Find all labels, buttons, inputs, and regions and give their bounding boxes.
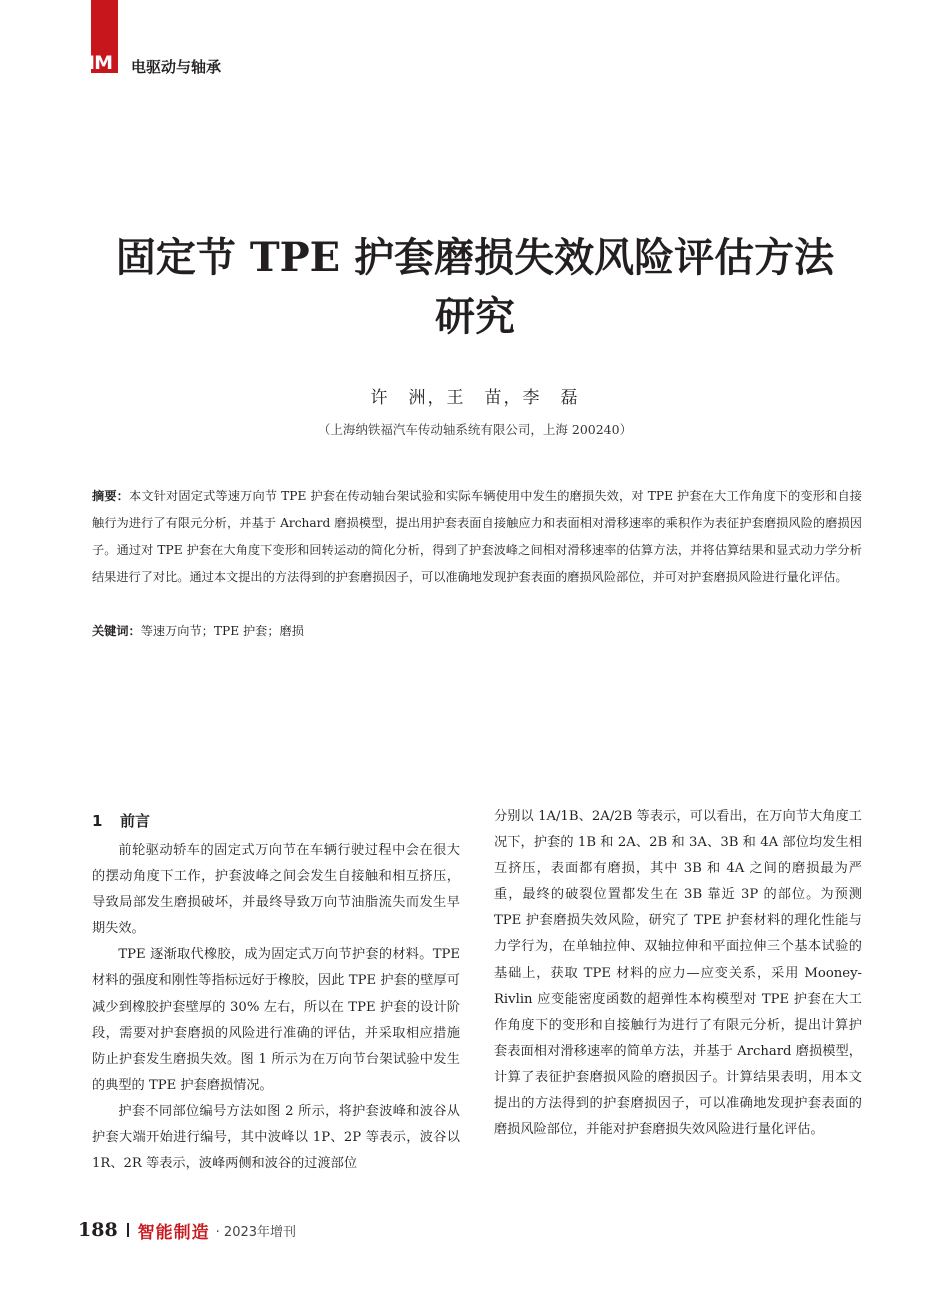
- right-column: [494, 804, 862, 1143]
- authors: 许 洲，王 苗，李 磊: [370, 388, 580, 408]
- keywords-text: 等速万向节；TPE 护套；磨损: [140, 624, 304, 638]
- section-number: 1: [92, 812, 103, 830]
- paragraph: TPE 逐渐取代橡胶，成为固定式万向节护套的材料。TPE 材料的强度和刚性等指标远好于橡胶，因此 TPE 护套的壁厚可减少到橡胶护套壁厚的 30% 左右，所以在 TPE 护套的设计阶段，需要对护套磨损的风险进行准确的评估，并采取相应措施防止护套发生磨损失效。图 1 所示为在万向节台架试验中发生的典型的 TPE 护套磨损情况。: [92, 947, 460, 1093]
- paragraph: 护套不同部位编号方法如图 2 所示，将护套波峰和波谷从护套大端开始进行编号，其中波峰以 1P、2P 等表示，波谷以 1R、2R 等表示，波峰两侧和波谷的过渡部位: [92, 1103, 460, 1172]
- journal-logo: IM: [88, 52, 112, 74]
- abstract: [92, 483, 862, 591]
- paragraph: 前轮驱动轿车的固定式万向节在车辆行驶过程中会在很大的摆动角度下工作，护套波峰之间会发生自接触和相互挤压，导致局部发生磨损破坏，并最终导致万向节油脂流失而发生早期失效。: [92, 843, 460, 937]
- affiliation: （上海纳铁福汽车传动轴系统有限公司，上海 200240）: [317, 422, 633, 437]
- journal-issue: · 2023年增刊: [215, 1224, 297, 1240]
- page-footer: [78, 1218, 296, 1242]
- abstract-label: 摘要：: [92, 489, 130, 503]
- keywords: [92, 618, 862, 645]
- paragraph: 分别以 1A/1B、2A/2B 等表示，可以看出，在万向节大角度工况下，护套的 1B 和 2A、2B 和 3A、3B 和 4A 部位均发生相互挤压，表面都有磨损，其中 3B 和 4A 之间的磨损最为严重，最终的破裂位置都发生在 3B 靠近 3P 的部位。为预测 TPE 护套磨损失效风险，研究了 TPE 护套材料的理化性能与力学行为，在单轴拉伸、双轴拉伸和平面拉伸三个基本试验的基础上，获取 TPE 材料的应力—应变关系，采用 Mooney-Rivlin 应变能密度函数的超弹性本构模型对 TPE 护套在大工作角度下的变形和自接触行为进行了有限元分析，提出计算护套表面相对滑移速率的简单方法，并基于 Archard 磨损模型，计算了表征护套磨损风险的磨损因子。计算结果表明，用本文提出的方法得到的护套磨损因子，可以准确地发现护套表面的磨损风险部位，并能对护套磨损失效风险进行量化评估。: [494, 809, 862, 1138]
- footer-divider: [127, 1223, 129, 1237]
- section-label: 电驱动与轴承: [131, 58, 222, 76]
- keywords-label: 关键词：: [92, 624, 141, 638]
- paper-title-line-2: 研究: [435, 293, 515, 340]
- section-heading: [92, 804, 460, 838]
- abstract-text: 本文针对固定式等速万向节 TPE 护套在传动轴台架试验和实际车辆使用中发生的磨损失效，对 TPE 护套在大工作角度下的变形和自接触行为进行了有限元分析，并基于 Archard 磨损模型，提出用护套表面自接触应力和表面相对滑移速率的乘积作为表征护套磨损风险的磨损因子。通过对 TPE 护套在大角度下变形和回转运动的简化分析，得到了护套波峰之间相对滑移速率的估算方法，并将估算结果和显式动力学分析结果进行了对比。通过本文提出的方法得到的护套磨损因子，可以准确地发现护套表面的磨损风险部位，并可对护套磨损风险进行量化评估。: [92, 489, 862, 584]
- journal-name: 智能制造: [137, 1222, 210, 1243]
- section-title: 前言: [120, 812, 151, 830]
- page-number: 188: [78, 1219, 118, 1241]
- paper-title-line-1: 固定节 TPE 护套磨损失效风险评估方法: [115, 234, 835, 281]
- left-column: [92, 804, 460, 1177]
